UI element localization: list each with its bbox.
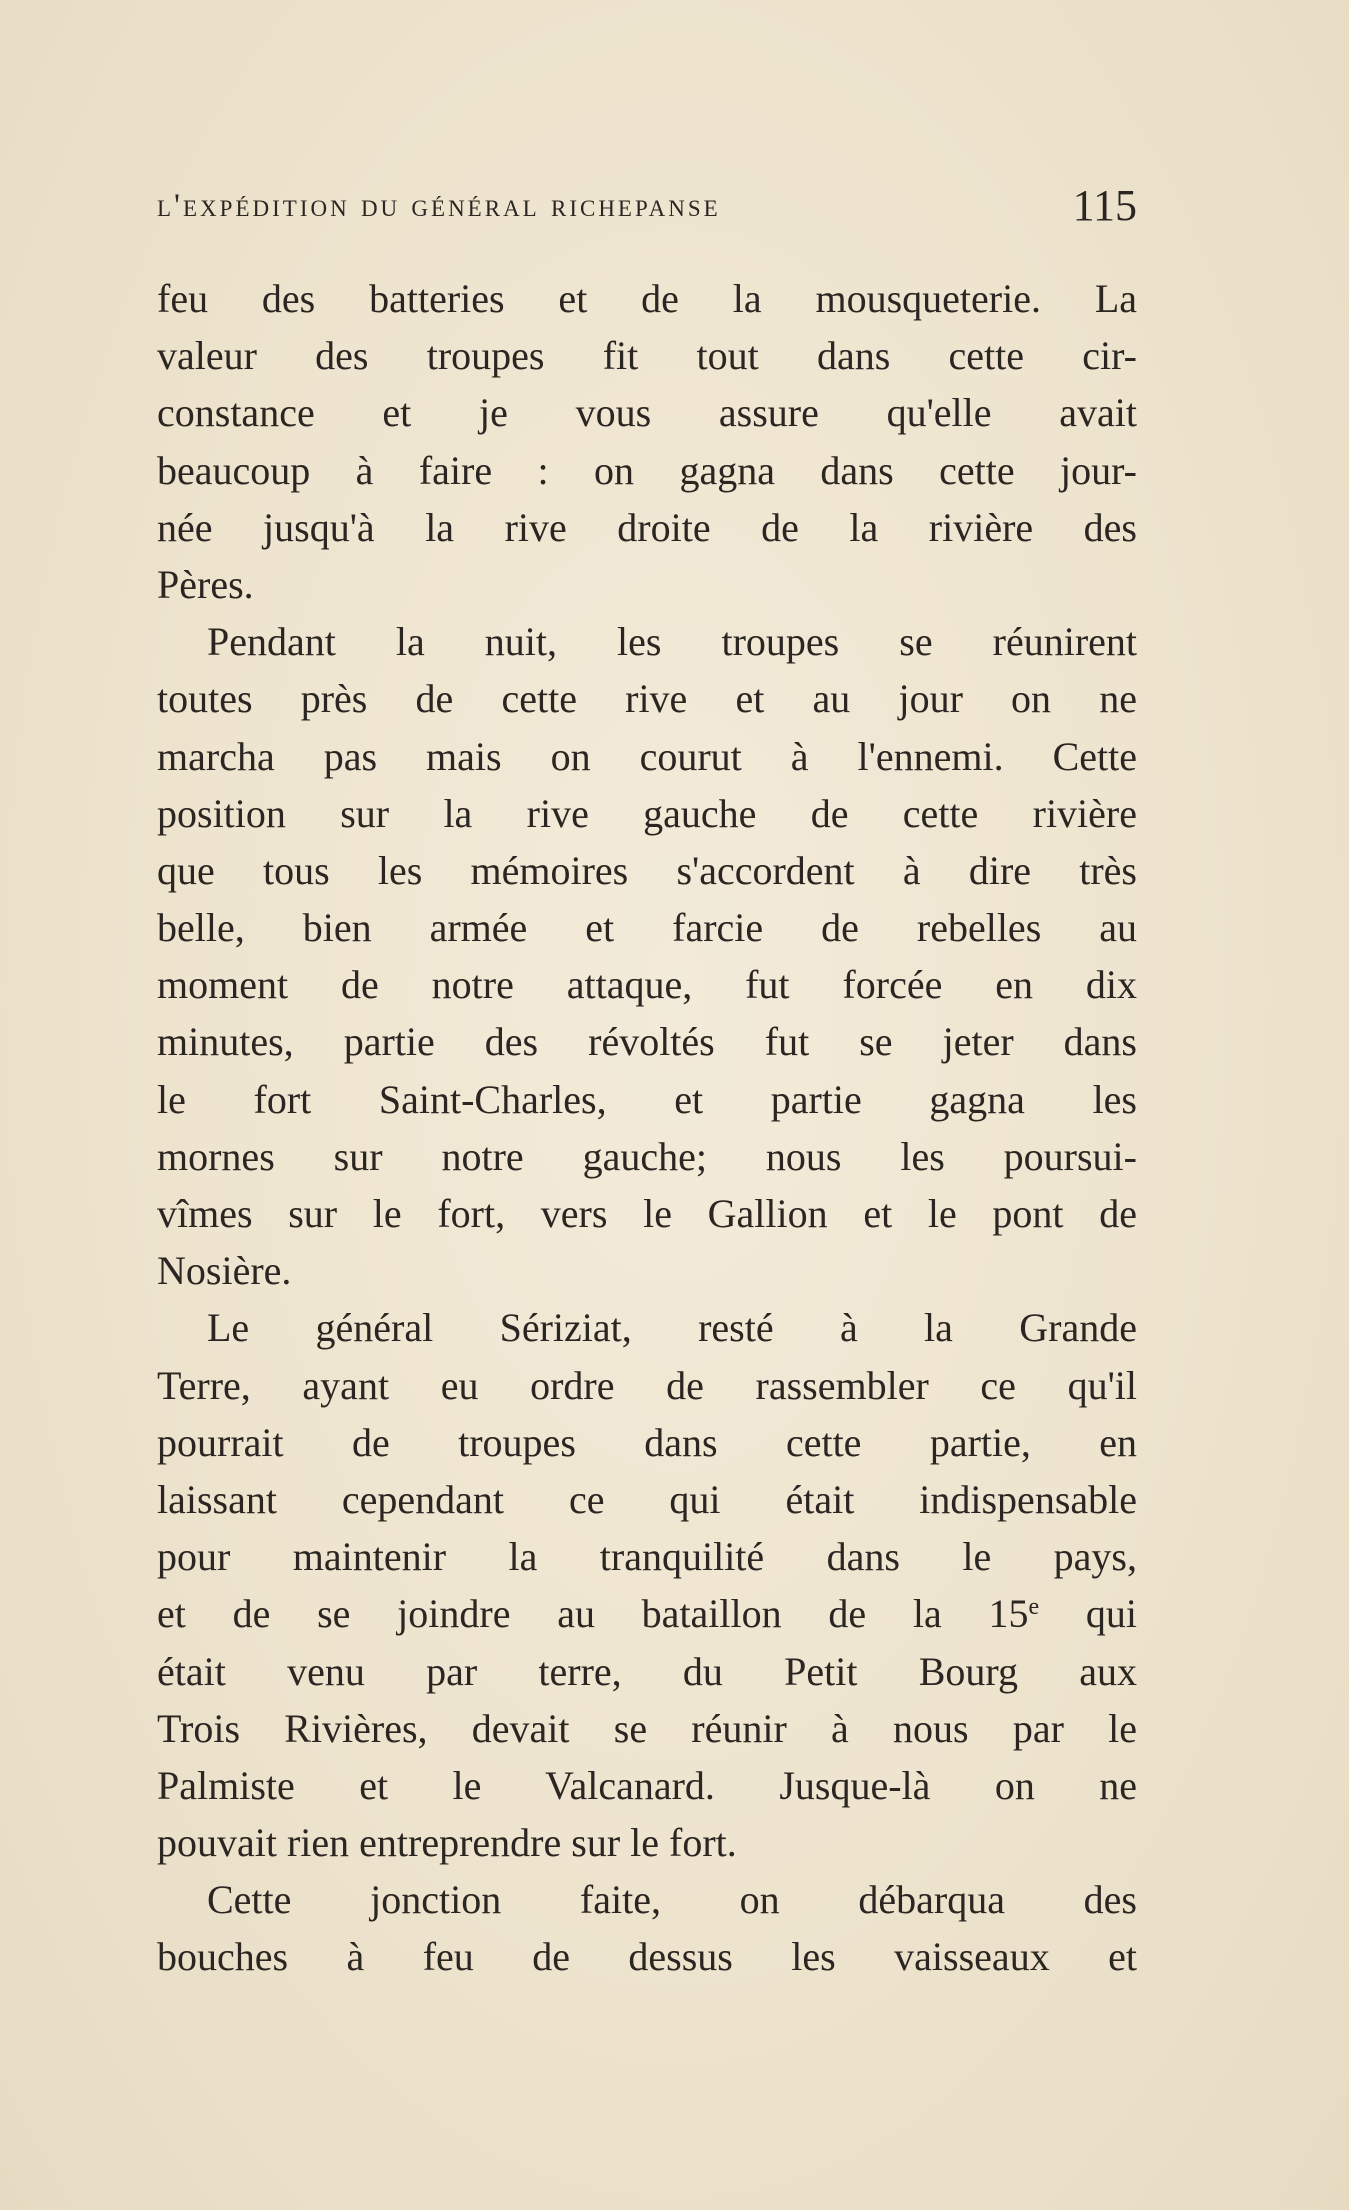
text-line: bouches à feu de dessus les vaisseaux et [157,1934,1137,1980]
text-line: belle, bien armée et farcie de rebelles au [157,905,1137,951]
text-line: Terre, ayant eu ordre de rassembler ce qu'il [157,1362,1137,1408]
text-line: toutes près de cette rive et au jour on ne [157,676,1137,722]
text-segment: et de se joindre au bataillon de la 15 [157,1591,1029,1637]
text-line: le fort Saint-Charles, et partie gagna les [157,1076,1137,1122]
text-line: constance et je vous assure qu'elle avait [157,390,1137,436]
text-line: Nosière. [157,1248,292,1294]
text-line: feu des batteries et de la mousqueterie. La [157,276,1137,321]
running-title: l'expédition du général richepanse [157,188,721,224]
text-line: Trois Rivières, devait se réunir à nous par le [157,1705,1137,1751]
text-line: Pendant la nuit, les troupes se réunirent [207,619,1137,665]
text-line: valeur des troupes fit tout dans cette cir- [157,333,1137,379]
text-line: vîmes sur le fort, vers le Gallion et le pont de [157,1191,1137,1236]
text-line: Le général Sériziat, resté à la Grande [207,1305,1137,1351]
text-segment: qui [1039,1591,1137,1637]
text-line: moment de notre attaque, fut forcée en dix [157,962,1137,1008]
text-line: minutes, partie des révoltés fut se jeter dans [157,1019,1137,1065]
text-line: marcha pas mais on courut à l'ennemi. Cette [157,733,1137,779]
text-line: pour maintenir la tranquilité dans le pays, [157,1534,1137,1580]
text-line: Palmiste et le Valcanard. Jusque-là on ne [157,1762,1137,1808]
text-line: était venu par terre, du Petit Bourg aux [157,1648,1137,1694]
text-line: que tous les mémoires s'accordent à dire très [157,847,1137,893]
text-line: beaucoup à faire : on gagna dans cette jour- [157,447,1137,493]
text-line: Cette jonction faite, on débarqua des [207,1877,1137,1923]
page-number: 115 [1072,181,1137,230]
text-line: Pères. [157,561,254,607]
text-line: pouvait rien entreprendre sur le fort. [157,1820,737,1866]
text-line: née jusqu'à la rive droite de la rivière des [157,504,1137,550]
text-line: pourrait de troupes dans cette partie, en [157,1419,1137,1465]
page-header [157,180,1137,240]
text-line: position sur la rive gauche de cette rivière [157,790,1137,836]
ordinal-superscript: e [1028,1594,1040,1621]
text-line: mornes sur notre gauche; nous les poursui- [157,1133,1137,1179]
text-line: laissant cependant ce qui était indispensable [157,1476,1137,1522]
text-line-with-superscript [157,1585,1137,1642]
body-text [157,270,1137,1986]
